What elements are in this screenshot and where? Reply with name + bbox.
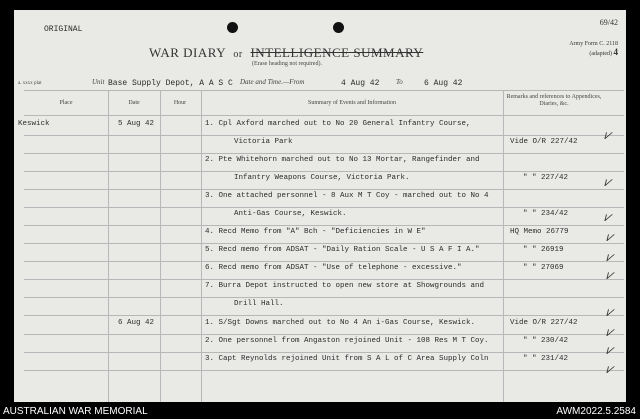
col-header-summary: Summary of Events and Information — [308, 100, 396, 106]
entry-text: 3. One attached personnel - 8 Aux M T Coy - marched out to No 4 — [205, 192, 489, 200]
entry-text: Victoria Park — [234, 138, 293, 146]
unit-value: Base Supply Depot, A A S C — [108, 79, 233, 88]
title-intelligence-summary: INTELLIGENCE SUMMARY — [250, 45, 424, 60]
from-date: 4 Aug 42 — [341, 79, 380, 88]
title-or: or — [233, 49, 243, 60]
entry-text: 2. One personnel from Angaston rejoined Unit - 108 Res M T Coy. — [205, 337, 489, 345]
column-divider — [108, 90, 109, 402]
row-rule — [24, 243, 624, 244]
handwritten-mark-icon: ⩗ — [606, 343, 614, 358]
handwritten-mark-icon: ⩗ — [606, 268, 614, 283]
place-cell: Keswick — [18, 120, 50, 128]
row-rule — [24, 225, 624, 226]
row-rule — [24, 297, 624, 298]
to-label — [396, 78, 403, 86]
form-line-2: (adapted) — [589, 51, 612, 57]
footer-accession-number: AWM2022.5.2584 — [556, 406, 636, 417]
row-rule — [24, 135, 624, 136]
form-line-1: Army Form C. 2118 — [569, 41, 618, 47]
table-header-rule — [24, 115, 624, 116]
army-form-label — [569, 40, 618, 58]
column-divider — [503, 90, 504, 402]
erase-note: (Erase heading not required). — [252, 61, 322, 67]
to-label-text: To — [396, 78, 403, 86]
title-war-diary: WAR DIARY — [149, 45, 226, 60]
row-rule — [24, 334, 624, 335]
handwritten-mark-icon: ⩗ — [604, 175, 612, 190]
footer-credit: AUSTRALIAN WAR MEMORIAL — [3, 406, 148, 417]
col-header-remarks: Remarks and references to Appendices, Diaries, &c. — [506, 94, 602, 107]
original-label: ORIGINAL — [44, 25, 83, 34]
entry-text: Drill Hall. — [234, 300, 284, 308]
to-date: 6 Aug 42 — [424, 79, 463, 88]
col-header-hour: Hour — [173, 100, 187, 106]
row-rule — [24, 207, 624, 208]
handwritten-mark-icon: ⩗ — [606, 305, 614, 320]
small-header-note: a. xxxx plat — [18, 81, 42, 86]
punch-hole — [227, 22, 238, 33]
entry-reference: HQ Memo 26779 — [510, 228, 569, 236]
entry-reference: " " 26919 — [523, 246, 564, 254]
entry-reference: " " 230/42 — [523, 337, 569, 345]
page-title — [149, 45, 423, 61]
column-divider — [160, 90, 161, 402]
date-cell: 6 Aug 42 — [118, 319, 155, 327]
row-rule — [24, 153, 624, 154]
row-rule — [24, 352, 624, 353]
entry-reference: " " 227/42 — [523, 174, 569, 182]
handwritten-mark-icon: ⩗ — [606, 362, 614, 377]
handwritten-mark-icon: ⩗ — [604, 210, 612, 225]
form-mark: 4 — [613, 47, 618, 57]
row-rule — [24, 370, 624, 371]
entry-reference: " " 234/42 — [523, 210, 569, 218]
unit-label — [92, 78, 104, 86]
diary-page — [14, 10, 626, 402]
unit-label-text: Unit — [92, 78, 105, 86]
entry-text: 4. Recd Memo from "A" Bch - "Deficiencies in W E" — [205, 228, 426, 236]
col-header-date: Date — [128, 100, 140, 106]
entry-reference: " " 27069 — [523, 264, 564, 272]
entry-text: Anti-Gas Course, Keswick. — [234, 210, 347, 218]
entry-text: 3. Capt Reynolds rejoined Unit from S A L of C Area Supply Coln — [205, 355, 489, 363]
punch-hole — [333, 22, 344, 33]
handwritten-mark-icon: ⩗ — [606, 250, 614, 265]
handwritten-mark-icon: ⩗ — [604, 128, 612, 143]
handwritten-mark-icon: ⩗ — [606, 325, 614, 340]
date-cell: 5 Aug 42 — [118, 120, 155, 128]
row-rule — [24, 261, 624, 262]
entry-reference: Vide O/R 227/42 — [510, 138, 578, 146]
entry-text: 6. Recd memo from ADSAT - "Use of telephone - excessive." — [205, 264, 462, 272]
row-rule — [24, 279, 624, 280]
row-rule — [24, 189, 624, 190]
entry-reference: Vide O/R 227/42 — [510, 319, 578, 327]
entry-text: 2. Pte Whitehorn marched out to No 13 Mortar, Rangefinder and — [205, 156, 480, 164]
entry-reference: " " 231/42 — [523, 355, 569, 363]
document-number: 69/42 — [599, 18, 618, 27]
table-top-rule — [24, 90, 624, 91]
col-header-place: Place — [59, 100, 73, 106]
date-time-label-text: Date and Time.—From — [240, 78, 305, 86]
row-rule — [24, 315, 624, 316]
date-time-label — [240, 78, 305, 86]
entry-text: 1. S/Sgt Downs marched out to No 4 An i-Gas Course, Keswick. — [205, 319, 476, 327]
column-divider — [201, 90, 202, 402]
handwritten-mark-icon: ⩗ — [606, 230, 614, 245]
entry-text: 5. Recd memo from ADSAT - "Daily Ration Scale - U S A F I A." — [205, 246, 480, 254]
entry-text: 1. Cpl Axford marched out to No 20 General Infantry Course, — [205, 120, 471, 128]
entry-text: 7. Burra Depot instructed to open new store at Showgrounds and — [205, 282, 485, 290]
row-rule — [24, 171, 624, 172]
entry-text: Infantry Weapons Course, Victoria Park. — [234, 174, 410, 182]
